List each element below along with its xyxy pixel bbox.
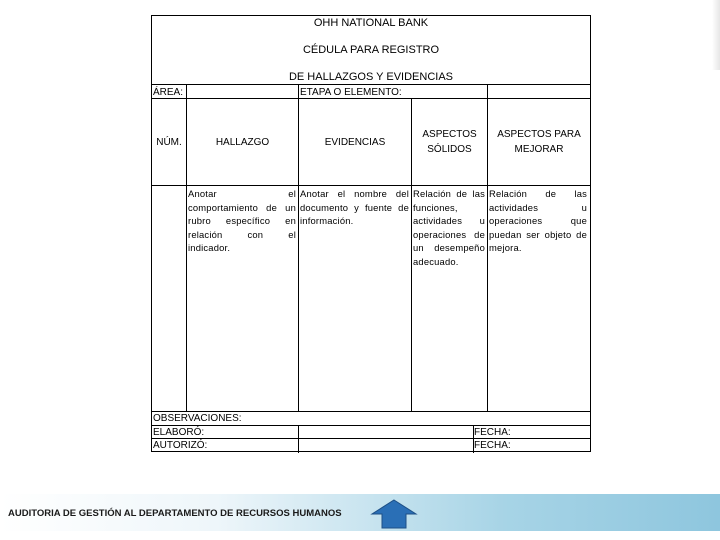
rule-body	[152, 411, 590, 412]
autorizo-label: AUTORIZÓ:	[153, 440, 208, 451]
col-evidencias: EVIDENCIAS	[324, 137, 386, 148]
col-hallazgo: HALLAZGO	[215, 137, 270, 148]
findings-form	[151, 15, 591, 452]
bank-name: OHH NATIONAL BANK	[313, 17, 429, 29]
vrule-etapa	[298, 84, 299, 98]
fecha-label-1: FECHA:	[474, 427, 511, 438]
col-solidos-line1: ASPECTOS	[422, 129, 477, 140]
up-arrow-icon[interactable]	[370, 498, 418, 535]
rule-colheads	[152, 185, 590, 186]
rule-area	[152, 98, 590, 99]
slide-edge	[712, 0, 720, 70]
col-solidos-line2: SÓLIDOS	[427, 144, 472, 155]
evidencias-text: Anotar el nombre del documento y fuente de información.	[300, 188, 409, 226]
solidos-text: Relación de las funciones, actividades u operaciones de un desempeño adecuado.	[413, 188, 485, 267]
footer-title: AUDITORIA DE GESTIÓN AL DEPARTAMENTO DE RECURSOS HUMANOS	[8, 508, 342, 519]
form-title-line2: DE HALLAZGOS Y EVIDENCIAS	[288, 71, 454, 83]
etapa-value-field[interactable]	[412, 85, 486, 97]
form-title-line1: CÉDULA PARA REGISTRO	[302, 44, 440, 56]
fecha-label-2: FECHA:	[474, 440, 511, 451]
vrule-sign	[298, 425, 299, 453]
area-label: ÁREA:	[153, 87, 184, 98]
mejorar-text: Relación de las actividades u operaciones que puedan ser objeto de mejora.	[489, 188, 587, 253]
vrule-etapa-end	[487, 84, 488, 98]
col-mejorar-line2: MEJORAR	[514, 144, 564, 155]
rule-observaciones	[152, 425, 590, 426]
rule-elaboro	[152, 438, 590, 439]
col-num: NÚM.	[156, 137, 182, 148]
elaboro-label: ELABORÓ:	[153, 427, 205, 438]
area-value-field[interactable]	[187, 85, 297, 97]
hallazgo-text: Anotar el comportamiento de un rubro específico en relación con el indicador.	[188, 188, 296, 253]
observaciones-label: OBSERVACIONES:	[153, 413, 242, 424]
col-mejorar-line1: ASPECTOS PARA	[497, 129, 581, 140]
etapa-label: ETAPA O ELEMENTO:	[300, 87, 402, 98]
